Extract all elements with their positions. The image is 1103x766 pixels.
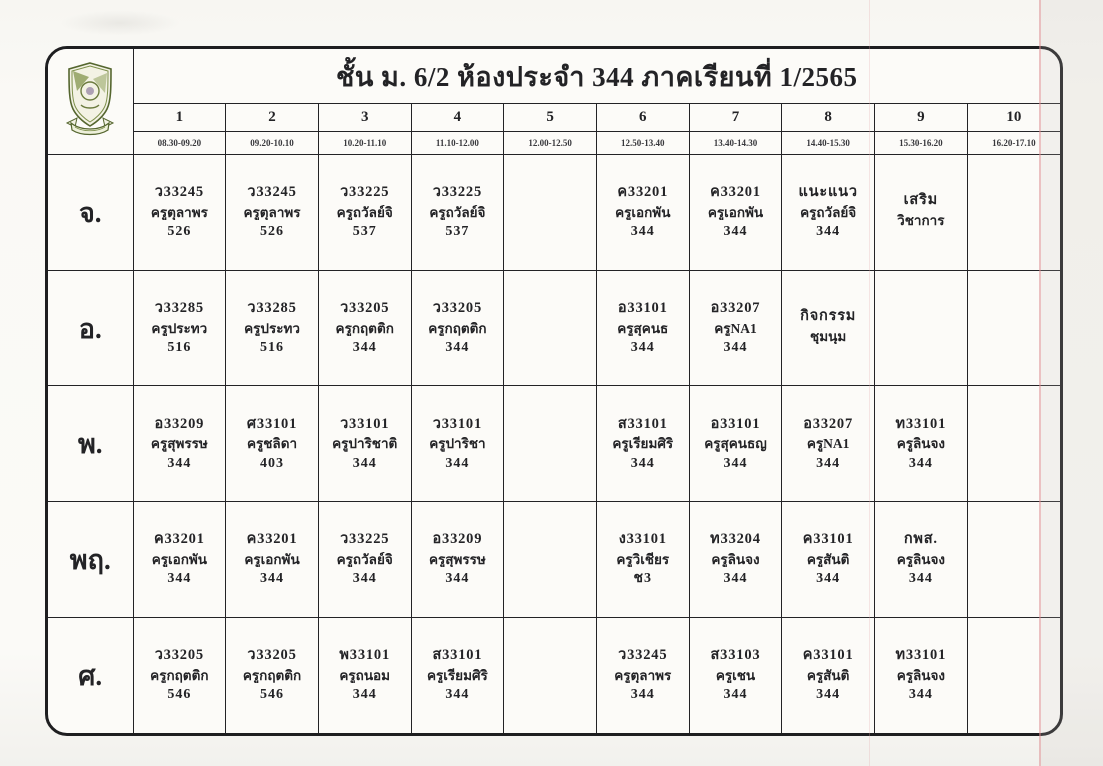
slot-content xyxy=(134,155,226,270)
slot-content xyxy=(134,271,226,386)
teacher-name: ครูเอกพัน xyxy=(151,551,207,567)
class-slot xyxy=(596,502,689,618)
class-slot xyxy=(596,617,689,733)
class-slot xyxy=(875,502,968,618)
slot-content xyxy=(319,618,411,733)
slot-content xyxy=(597,618,689,733)
room-number: 344 xyxy=(723,340,748,356)
slot-content xyxy=(690,386,782,501)
class-slot xyxy=(596,155,689,271)
class-slot xyxy=(226,617,319,733)
room-number: ช3 xyxy=(633,571,653,587)
teacher-name: ครูสุคนธญ xyxy=(704,436,767,452)
room-number: 344 xyxy=(352,571,377,587)
slot-content xyxy=(968,618,1060,733)
class-slot xyxy=(133,155,226,271)
slot-content xyxy=(226,386,318,501)
class-slot xyxy=(411,155,504,271)
subject-code: ว33101 xyxy=(432,415,482,432)
class-slot xyxy=(318,155,411,271)
slot-content xyxy=(968,386,1060,501)
subject-code: ว33285 xyxy=(247,299,297,316)
teacher-name: ครูปาริชาติ xyxy=(332,436,398,452)
slot-content xyxy=(875,618,967,733)
room-number: 344 xyxy=(445,340,470,356)
slot-content xyxy=(134,386,226,501)
class-slot xyxy=(318,502,411,618)
room-number: 344 xyxy=(445,455,470,471)
empty-slot xyxy=(967,502,1060,618)
class-slot xyxy=(875,386,968,502)
room-number: 344 xyxy=(167,455,192,471)
slot-content xyxy=(782,502,874,617)
class-slot xyxy=(689,386,782,502)
subject-code: ท33204 xyxy=(710,531,761,548)
teacher-name: ครูNA1 xyxy=(714,320,757,336)
slot-content xyxy=(226,271,318,386)
day-row xyxy=(48,502,1060,618)
room-number: 516 xyxy=(167,340,192,356)
room-number: 344 xyxy=(816,224,841,240)
subject-code: ส33103 xyxy=(710,647,761,664)
subject-code: ว33205 xyxy=(247,647,297,664)
teacher-name: ครูสันติ xyxy=(806,667,850,683)
period-number: 7 xyxy=(689,104,782,132)
subject-code: ง33101 xyxy=(618,531,667,548)
subject-code: เสริม xyxy=(903,192,939,209)
slot-content xyxy=(782,271,874,386)
empty-slot xyxy=(504,617,597,733)
teacher-name: ครูถนอม xyxy=(339,667,391,683)
period-number-row xyxy=(48,104,1060,132)
room-number: 546 xyxy=(260,687,285,703)
teacher-name: ครูสุพรรษ xyxy=(428,551,486,567)
scan-smudge xyxy=(60,10,180,36)
room-number: 344 xyxy=(352,687,377,703)
teacher-name: ครูเรียมศิริ xyxy=(427,667,488,683)
period-number: 4 xyxy=(411,104,504,132)
class-slot xyxy=(411,617,504,733)
room-number: 344 xyxy=(630,340,655,356)
class-slot xyxy=(782,502,875,618)
slot-content xyxy=(412,386,504,501)
room-number: 344 xyxy=(445,687,470,703)
class-slot xyxy=(782,617,875,733)
slot-content xyxy=(504,502,596,617)
subject-code: อ33207 xyxy=(710,299,761,316)
subject-code: ส33101 xyxy=(617,415,668,432)
class-slot xyxy=(411,502,504,618)
class-slot xyxy=(782,155,875,271)
class-slot xyxy=(689,617,782,733)
slot-content xyxy=(875,502,967,617)
teacher-name: ครูชลิดา xyxy=(246,436,298,452)
subject-code: ว33205 xyxy=(154,647,204,664)
teacher-name: ครูตุลาพร xyxy=(614,667,672,683)
subject-code: ว33245 xyxy=(247,184,297,201)
period-time: 15.30-16.20 xyxy=(875,132,968,155)
slot-content xyxy=(597,271,689,386)
teacher-name: ครูประทว xyxy=(244,320,300,336)
slot-content xyxy=(782,155,874,270)
room-number: 344 xyxy=(908,455,933,471)
subject-code: ค33201 xyxy=(617,184,669,201)
room-number: 403 xyxy=(260,455,285,471)
period-number: 5 xyxy=(504,104,597,132)
period-time: 12.00-12.50 xyxy=(504,132,597,155)
slot-content xyxy=(504,271,596,386)
subject-code: อ33207 xyxy=(803,415,854,432)
teacher-name: ครูตุลาพร xyxy=(150,204,208,220)
class-slot xyxy=(133,502,226,618)
slot-content xyxy=(134,618,226,733)
subject-code: ว33285 xyxy=(154,299,204,316)
subject-code: ว33245 xyxy=(618,647,668,664)
teacher-name: ครูกฤตติก xyxy=(335,320,394,336)
day-label: พฤ. xyxy=(48,502,133,618)
slot-content xyxy=(504,386,596,501)
class-slot xyxy=(318,386,411,502)
teacher-name: ครูตุลาพร xyxy=(243,204,301,220)
subject-code: ว33205 xyxy=(340,299,390,316)
subject-code: แนะแนว xyxy=(798,184,858,201)
slot-content xyxy=(134,502,226,617)
teacher-name: ครูเอกพัน xyxy=(615,204,671,220)
subject-code: อ33101 xyxy=(710,415,761,432)
day-row xyxy=(48,270,1060,386)
slot-content xyxy=(690,155,782,270)
period-time-row xyxy=(48,132,1060,155)
slot-content xyxy=(597,386,689,501)
subject-code: ว33205 xyxy=(432,299,482,316)
subject-code: ว33245 xyxy=(154,184,204,201)
teacher-name: ครูกฤตติก xyxy=(150,667,209,683)
slot-content xyxy=(782,618,874,733)
class-slot xyxy=(596,386,689,502)
teacher-name: ครูเอกพัน xyxy=(244,551,300,567)
title-row xyxy=(48,49,1060,104)
slot-content xyxy=(875,386,967,501)
subject-code: ค33201 xyxy=(153,531,205,548)
empty-slot xyxy=(967,155,1060,271)
class-slot xyxy=(411,270,504,386)
teacher-name: ครูถวัลย์จิ xyxy=(429,204,486,220)
class-slot xyxy=(318,617,411,733)
subject-code: ค33201 xyxy=(710,184,761,201)
subject-code: อ33209 xyxy=(432,531,483,548)
period-time: 08.30-09.20 xyxy=(133,132,226,155)
teacher-name: ครูลินจง xyxy=(896,436,945,452)
teacher-name: ครูลินจง xyxy=(711,551,760,567)
day-row xyxy=(48,155,1060,271)
slot-content xyxy=(597,502,689,617)
teacher-name: ครูกฤตติก xyxy=(428,320,487,336)
slot-content xyxy=(226,502,318,617)
slot-content xyxy=(319,155,411,270)
period-number: 3 xyxy=(318,104,411,132)
slot-content xyxy=(319,271,411,386)
slot-content xyxy=(690,271,782,386)
slot-content xyxy=(690,502,782,617)
period-time: 13.40-14.30 xyxy=(689,132,782,155)
class-slot xyxy=(875,617,968,733)
subject-code: ค33101 xyxy=(802,647,854,664)
period-time: 16.20-17.10 xyxy=(967,132,1060,155)
period-time: 10.20-11.10 xyxy=(318,132,411,155)
subject-code: พ33101 xyxy=(339,647,391,664)
subject-code: ส33101 xyxy=(432,647,483,664)
day-row xyxy=(48,386,1060,502)
subject-code: กิจกรรม xyxy=(800,307,857,324)
room-number: 546 xyxy=(167,687,192,703)
class-slot xyxy=(226,386,319,502)
slot-content xyxy=(504,618,596,733)
teacher-name: ครูถวัลย์จิ xyxy=(336,204,393,220)
room-number: 344 xyxy=(908,687,933,703)
period-number: 8 xyxy=(782,104,875,132)
day-label: จ. xyxy=(48,155,133,271)
class-slot xyxy=(318,270,411,386)
room-number: 526 xyxy=(260,224,285,240)
subject-code: ว33225 xyxy=(340,531,390,548)
teacher-name: ครูสุพรรษ xyxy=(150,436,208,452)
slot-content xyxy=(412,618,504,733)
empty-slot xyxy=(967,270,1060,386)
room-number: 516 xyxy=(260,340,285,356)
period-time: 12.50-13.40 xyxy=(596,132,689,155)
slot-content xyxy=(226,618,318,733)
subject-code: ว33225 xyxy=(340,184,390,201)
room-number: 344 xyxy=(816,687,841,703)
room-number: 344 xyxy=(723,571,748,587)
room-number: 344 xyxy=(723,455,748,471)
empty-slot xyxy=(504,270,597,386)
teacher-name: ครูกฤตติก xyxy=(242,667,302,683)
teacher-name: ครูถวัลย์จิ xyxy=(800,204,857,220)
room-number: 537 xyxy=(445,224,470,240)
subject-code: ค33201 xyxy=(246,531,298,548)
room-number: 344 xyxy=(816,455,841,471)
slot-content xyxy=(875,271,967,386)
room-number: 344 xyxy=(723,224,748,240)
class-slot xyxy=(133,617,226,733)
teacher-name: ครูเรียมศิริ xyxy=(612,436,674,452)
room-number: 344 xyxy=(352,340,377,356)
room-number: 344 xyxy=(630,455,655,471)
class-slot xyxy=(133,270,226,386)
empty-slot xyxy=(967,617,1060,733)
period-number: 6 xyxy=(596,104,689,132)
empty-slot xyxy=(504,155,597,271)
room-number: 344 xyxy=(445,571,470,587)
room-number: 537 xyxy=(352,224,377,240)
slot-content xyxy=(782,386,874,501)
logo-cell xyxy=(48,49,133,155)
slot-content xyxy=(319,386,411,501)
teacher-name: ครูปาริชา xyxy=(429,436,486,452)
room-number: 344 xyxy=(260,571,285,587)
day-label: อ. xyxy=(48,270,133,386)
teacher-name: ครูNA1 xyxy=(806,436,850,452)
room-number: 344 xyxy=(816,571,841,587)
teacher-name: ครูประทว xyxy=(151,320,208,336)
class-slot xyxy=(226,155,319,271)
subject-code: ว33225 xyxy=(432,184,482,201)
slot-content xyxy=(412,502,504,617)
timetable-sheet xyxy=(45,46,1063,736)
slot-content xyxy=(875,155,967,270)
timetable-table xyxy=(48,49,1060,733)
slot-content xyxy=(412,155,504,270)
period-number: 9 xyxy=(875,104,968,132)
teacher-name: ครูลินจง xyxy=(896,551,945,567)
class-slot xyxy=(133,386,226,502)
empty-slot xyxy=(504,502,597,618)
period-number: 2 xyxy=(226,104,319,132)
teacher-name: ครูเชน xyxy=(715,667,756,683)
teacher-name: ครูลินจง xyxy=(896,667,945,683)
class-slot xyxy=(782,386,875,502)
subject-code: ค33101 xyxy=(802,531,854,548)
room-number: 344 xyxy=(723,687,748,703)
teacher-name: ชุมนุม xyxy=(810,328,847,344)
teacher-name: ครูเอกพัน xyxy=(707,204,764,220)
teacher-name: ครูสุคนธ xyxy=(617,320,669,336)
class-slot xyxy=(689,502,782,618)
page-title: ชั้น ม. 6/2 ห้องประจำ 344 ภาคเรียนที่ 1/2565 xyxy=(133,49,1060,104)
room-number: 344 xyxy=(630,687,655,703)
teacher-name: ครูถวัลย์จิ xyxy=(336,551,393,567)
class-slot xyxy=(226,502,319,618)
slot-content xyxy=(597,155,689,270)
slot-content xyxy=(412,271,504,386)
subject-code: ท33101 xyxy=(895,647,947,664)
day-label: ศ. xyxy=(48,617,133,733)
teacher-name: ครูวิเชียร xyxy=(616,551,670,567)
slot-content xyxy=(968,271,1060,386)
slot-content xyxy=(504,155,596,270)
class-slot xyxy=(226,270,319,386)
subject-code: ว33101 xyxy=(340,415,390,432)
slot-content xyxy=(968,155,1060,270)
subject-code: กพส. xyxy=(903,531,938,548)
period-time: 11.10-12.00 xyxy=(411,132,504,155)
school-crest-icon xyxy=(59,57,121,141)
subject-code: ศ33101 xyxy=(246,415,298,432)
room-number: 526 xyxy=(167,224,192,240)
class-slot xyxy=(782,270,875,386)
slot-content xyxy=(226,155,318,270)
class-slot xyxy=(411,386,504,502)
empty-slot xyxy=(504,386,597,502)
timetable-body xyxy=(48,155,1060,734)
empty-slot xyxy=(875,270,968,386)
room-number: 344 xyxy=(630,224,655,240)
period-number: 1 xyxy=(133,104,226,132)
slot-content xyxy=(968,502,1060,617)
day-label: พ. xyxy=(48,386,133,502)
period-time: 14.40-15.30 xyxy=(782,132,875,155)
class-slot xyxy=(689,155,782,271)
day-row xyxy=(48,617,1060,733)
subject-code: อ33101 xyxy=(617,299,668,316)
subject-code: ท33101 xyxy=(895,415,947,432)
period-number: 10 xyxy=(967,104,1060,132)
teacher-name: ครูสันติ xyxy=(806,551,850,567)
teacher-name: วิชาการ xyxy=(897,212,945,228)
class-slot xyxy=(689,270,782,386)
class-slot xyxy=(875,155,968,271)
period-time: 09.20-10.10 xyxy=(226,132,319,155)
slot-content xyxy=(690,618,782,733)
room-number: 344 xyxy=(167,571,192,587)
slot-content xyxy=(319,502,411,617)
empty-slot xyxy=(967,386,1060,502)
subject-code: อ33209 xyxy=(154,415,205,432)
class-slot xyxy=(596,270,689,386)
room-number: 344 xyxy=(908,571,933,587)
room-number: 344 xyxy=(352,455,377,471)
